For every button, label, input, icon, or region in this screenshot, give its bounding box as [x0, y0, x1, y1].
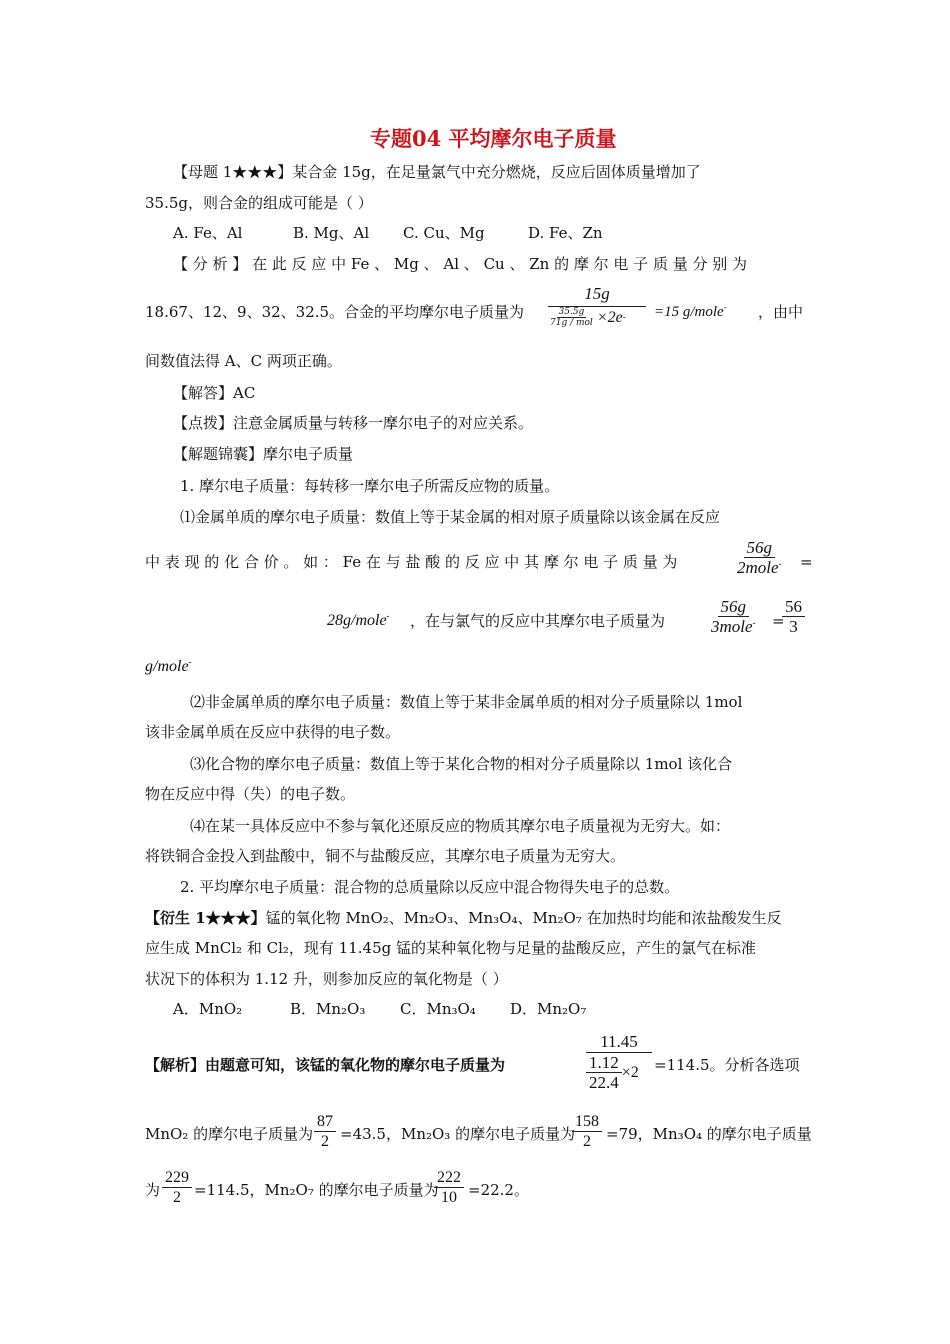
solution-frac-4-den: 10	[441, 1189, 457, 1206]
solution-r4: =22.2。	[468, 1181, 529, 1199]
solution-frac-2-num: 158	[572, 1112, 602, 1132]
solution-mid-num: 1.12	[586, 1053, 622, 1073]
question-2-line1	[145, 908, 782, 928]
solution-formula	[586, 1032, 652, 1092]
solution-line3-a: 为	[145, 1181, 161, 1199]
solution-r3: =114.5，Mn₂O₇ 的摩尔电子质量为	[194, 1181, 439, 1199]
solution-suffix: =114.5。分析各选项	[654, 1056, 800, 1074]
point-1a-line1: ⑴金属单质的摩尔电子质量：数值上等于某金属的相对原子质量除以该金属在反应	[180, 508, 721, 526]
fe-line3-text: ，在与氯气的反应中其摩尔电子质量为	[410, 612, 666, 630]
equals-1: =	[800, 553, 813, 571]
analysis-frac-num: 15g	[548, 284, 646, 307]
analysis-inner-num: 35.5g	[558, 307, 585, 317]
analysis-line2-prefix: 18.67、12、9、32、32.5。合金的平均摩尔电子质量为	[145, 303, 525, 321]
fe-result-1: 28g/mole-	[327, 610, 390, 629]
fe-frac-3-den: 3	[789, 617, 798, 636]
solution-prefix	[145, 1055, 505, 1075]
analysis-result-text: =15 g/mole	[654, 304, 724, 320]
solution-prefix-text: 【解析】由题意可知，该锰的氧化物的摩尔电子质量为	[145, 1056, 506, 1074]
q2-option-c: C．Mn₃O₄	[400, 1000, 476, 1018]
analysis-result: =15 g/mole-	[654, 302, 727, 320]
option-a: A. Fe、Al	[173, 224, 243, 242]
point-2: 2. 平均摩尔电子质量：混合物的总质量除以反应中混合物得失电子的总数。	[180, 878, 680, 896]
solution-mid-den: 22.4	[589, 1073, 619, 1092]
solution-top: 11.45	[586, 1032, 652, 1053]
question-2-line2: 应生成 MnCl₂ 和 Cl₂，现有 11.45g 锰的某种氧化物与足量的盐酸反应，产生的氯气在标准	[145, 939, 756, 957]
solution-r2: =79，Mn₃O₄ 的摩尔电子质量	[606, 1125, 812, 1143]
option-d: D. Fe、Zn	[528, 224, 603, 242]
point-1b-line2: 该非金属单质在反应中获得的电子数。	[145, 723, 401, 741]
q2-option-a: A．MnO₂	[173, 1000, 243, 1018]
solution-frac-1	[314, 1112, 336, 1151]
fe-frac-1-den-text: 2mole	[737, 558, 779, 577]
solution-line2-a: MnO₂ 的摩尔电子质量为	[145, 1125, 314, 1143]
solution-frac-2	[572, 1112, 602, 1151]
analysis-times: ×2e	[596, 308, 623, 326]
q2-option-d: D．Mn₂O₇	[510, 1000, 587, 1018]
analysis-line2-suffix: ，由中	[758, 303, 804, 321]
fe-frac-2-den: 3mole-	[711, 617, 756, 636]
fe-frac-2-num: 56g	[718, 597, 750, 617]
fe-frac-3-num: 56	[782, 597, 805, 617]
question-2-label: 【衍生 1★★★】	[145, 909, 266, 927]
question-2-line3: 状况下的体积为 1.12 升，则参加反应的氧化物是（ ）	[145, 970, 508, 988]
fe-frac-1-num: 56g	[744, 538, 776, 558]
tip: 【点拨】注意金属质量与转移一摩尔电子的对应关系。	[173, 414, 534, 432]
analysis-formula: 15g 35.5g 71g / mol ×2e -	[548, 284, 646, 328]
option-b: B. Mg、Al	[293, 224, 370, 242]
solution-frac-1-den: 2	[321, 1133, 329, 1150]
fe-frac-3	[782, 597, 805, 636]
fe-frac-1-den: 2mole-	[737, 558, 782, 577]
fe-unit-text: g/mole	[145, 658, 189, 675]
answer: 【解答】AC	[173, 384, 256, 402]
question-1-line1: 【母题 1★★★】某合金 15g，在足量氯气中充分燃烧，反应后固体质量增加了	[173, 163, 701, 181]
solution-frac-4-num: 222	[434, 1168, 464, 1188]
point-1d-line2: 将铁铜合金投入到盐酸中，铜不与盐酸反应，其摩尔电子质量为无穷大。	[145, 847, 626, 865]
fe-frac-2	[708, 597, 759, 636]
question-2-line1-rest: 锰的氧化物 MnO₂、Mn₂O₃、Mn₃O₄、Mn₂O₇ 在加热时均能和浓盐酸发生反	[265, 909, 782, 927]
solution-frac-4	[434, 1168, 464, 1207]
fe-unit: g/mole-	[145, 656, 192, 675]
point-1c-line2: 物在反应中得（失）的电子数。	[145, 785, 356, 803]
fe-frac-2-den-text: 3mole	[711, 617, 753, 636]
page-title: 专题04 平均摩尔电子质量	[370, 126, 617, 151]
point-1b-line1: ⑵非金属单质的摩尔电子质量：数值上等于某非金属单质的相对分子质量除以 1mol	[190, 693, 743, 711]
solution-frac-2-den: 2	[583, 1133, 591, 1150]
solution-frac-3-den: 2	[173, 1189, 181, 1206]
tips-header: 【解题锦囊】摩尔电子质量	[173, 445, 354, 463]
option-c: C. Cu、Mg	[403, 224, 485, 242]
solution-frac-3	[162, 1168, 192, 1207]
analysis-line1: 【 分 析 】 在 此 反 应 中 Fe 、 Mg 、 Al 、 Cu 、 Zn 的 摩 尔 电 子 质 量 分 别 为	[173, 255, 748, 273]
equals-2: =	[772, 612, 785, 630]
solution-times: ×2	[621, 1063, 639, 1081]
solution-frac-1-num: 87	[314, 1112, 336, 1132]
point-1d-line1: ⑷在某一具体反应中不参与氧化还原反应的物质其摩尔电子质量视为无穷大。如：	[190, 817, 731, 835]
point-1c-line1: ⑶化合物的摩尔电子质量：数值上等于某化合物的相对分子质量除以 1mol 该化合	[190, 755, 733, 773]
fe-result-1-text: 28g/mole	[327, 612, 387, 629]
question-1-line2: 35.5g，则合金的组成可能是（ ）	[145, 194, 373, 212]
point-1: 1. 摩尔电子质量：每转移一摩尔电子所需反应物的质量。	[180, 477, 560, 495]
point-1a-line2: 中 表 现 的 化 合 价 。 如 ： Fe 在 与 盐 酸 的 反 应 中 其 摩 尔 电 子 质 量 为	[145, 553, 678, 571]
q2-option-b: B．Mn₂O₃	[290, 1000, 366, 1018]
fe-frac-1	[734, 538, 785, 577]
analysis-inner-den: 71g / mol	[550, 318, 593, 328]
solution-r1: =43.5，Mn₂O₃ 的摩尔电子质量为	[340, 1125, 576, 1143]
solution-frac-3-num: 229	[162, 1168, 192, 1188]
analysis-line3: 间数值法得 A、C 两项正确。	[145, 352, 342, 370]
